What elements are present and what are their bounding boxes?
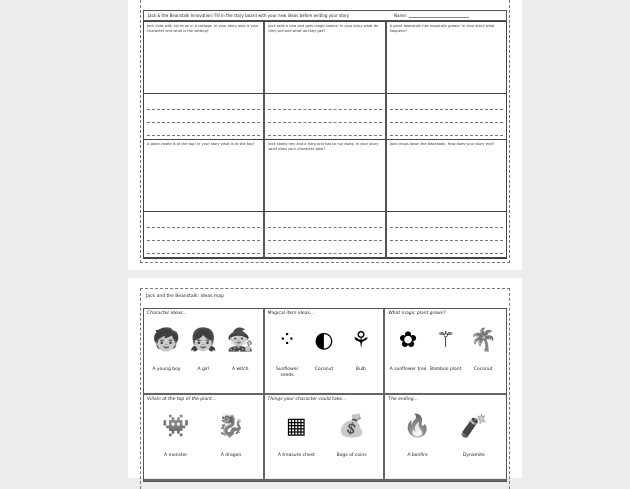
- idea-caption: Bamboo plant: [429, 367, 462, 372]
- seeds-icon: ⁘: [277, 327, 297, 353]
- writing-lines: [387, 212, 506, 258]
- idea-item: [389, 321, 427, 373]
- prompt-cell: A giant castle is at the top! In your story what is at the top?: [144, 140, 265, 212]
- idea-caption: Coconut: [473, 367, 493, 372]
- name-field: [394, 11, 469, 20]
- witch-icon: 🧙: [226, 327, 254, 353]
- idea-caption: Bulb: [355, 367, 366, 372]
- ideas-cell: [144, 309, 265, 395]
- idea-caption: Coconut: [314, 367, 334, 372]
- ideas-items: [148, 407, 259, 459]
- idea-item: [342, 321, 379, 379]
- ideas-cell-heading: What magic plant grows?: [388, 311, 446, 316]
- idea-item: [455, 407, 493, 459]
- monster-icon: 👾: [161, 413, 190, 439]
- idea-caption: A young boy: [152, 367, 181, 372]
- ideas-cell: [385, 309, 506, 395]
- dynamite-icon: 🧨: [460, 413, 488, 439]
- storyboard-title-bar: [143, 10, 507, 21]
- bulb-icon: ⚘: [351, 327, 371, 353]
- ideas-cell-heading: Character ideas...: [147, 311, 187, 316]
- bamboo-icon: ⚚: [435, 327, 456, 353]
- worksheet-page-ideas-map: [128, 278, 522, 478]
- prompt-cell: Jack lives with his mum in a cottage. In your story who is your character and what is the setting?: [144, 22, 265, 94]
- idea-item: [464, 321, 502, 373]
- dragon-icon: 🐉: [217, 413, 245, 439]
- worksheet-page-storyboard: [128, 0, 522, 270]
- idea-item: [157, 407, 195, 459]
- prompt-cell: Jack sells a cow and gets magic beans! In your story what do they sell and what do they get?: [265, 22, 386, 94]
- prompt-cell: Jack chops down the beanstalk. How does your story end?: [387, 140, 506, 212]
- sunflower-icon: ✿: [398, 327, 418, 353]
- writing-lines: [144, 212, 265, 258]
- storyboard-grid: [143, 21, 507, 259]
- idea-caption: A bonfire: [407, 453, 428, 458]
- prompt-row: [144, 22, 506, 94]
- ideas-cell-heading: The ending...: [388, 397, 418, 402]
- ideas-cell: [265, 395, 386, 481]
- writing-lines-row: [144, 212, 506, 258]
- idea-item: [148, 321, 185, 373]
- ideas-map-grid: [143, 308, 507, 482]
- ideas-items: [389, 407, 502, 459]
- idea-item: [269, 321, 306, 379]
- ideas-items: [269, 407, 380, 459]
- idea-caption: Dynamite: [462, 453, 485, 458]
- idea-caption: A witch: [231, 367, 249, 372]
- idea-item: [306, 321, 343, 379]
- writing-lines: [265, 94, 386, 140]
- ideas-cell-heading: Things your character could take...: [267, 397, 347, 402]
- idea-caption: Bags of coins: [336, 453, 367, 458]
- ideas-cell: [265, 309, 386, 395]
- idea-caption: A sunflower tree: [389, 367, 427, 372]
- name-label: Name:: [394, 13, 408, 18]
- idea-caption: A girl: [197, 367, 210, 372]
- ideas-cell-heading: Magical item ideas...: [267, 311, 315, 316]
- ideas-cell: [385, 395, 506, 481]
- ideas-cell: [144, 395, 265, 481]
- girl-icon: 👧: [189, 327, 218, 353]
- idea-item: [398, 407, 436, 459]
- boy-icon: 🧒: [152, 327, 181, 353]
- idea-item: [333, 407, 371, 459]
- idea-caption: A treasure chest: [277, 453, 315, 458]
- idea-caption: A dragon: [220, 453, 242, 458]
- idea-item: [277, 407, 315, 459]
- palm-tree-icon: 🌴: [469, 327, 497, 353]
- ideas-cell-heading: Villain at the top of the plant...: [147, 397, 217, 402]
- ideas-map-title: Jack and the Beanstalk: Ideas map: [146, 294, 224, 299]
- treasure-chest-icon: ▦: [285, 413, 307, 439]
- idea-item: [185, 321, 222, 373]
- idea-item: [427, 321, 465, 373]
- idea-caption: Sunflower seeds: [275, 367, 299, 378]
- storyboard-title: Jack & the Beanstalk Innovation: Fill in the story board with your new ideas before writing your story: [148, 13, 350, 18]
- writing-lines-row: [144, 94, 506, 140]
- idea-caption: A monster: [164, 453, 188, 458]
- ideas-items: [389, 321, 502, 373]
- coin-bag-icon: 💰: [337, 413, 366, 439]
- ideas-items: [148, 321, 259, 373]
- bonfire-icon: 🔥: [403, 413, 432, 439]
- coconut-icon: ◐: [314, 327, 334, 353]
- writing-lines: [144, 94, 265, 140]
- prompt-cell: A giant beanstalk has magically grown! In your story what happens?: [387, 22, 506, 94]
- ideas-items: [269, 321, 380, 379]
- idea-item: [222, 321, 259, 373]
- name-line: [409, 14, 469, 18]
- writing-lines: [387, 94, 506, 140]
- idea-item: [212, 407, 250, 459]
- writing-lines: [265, 212, 386, 258]
- prompt-row: [144, 140, 506, 212]
- prompt-cell: Jack steals hen and a harp and has to run away. In your story what does your character take?: [265, 140, 386, 212]
